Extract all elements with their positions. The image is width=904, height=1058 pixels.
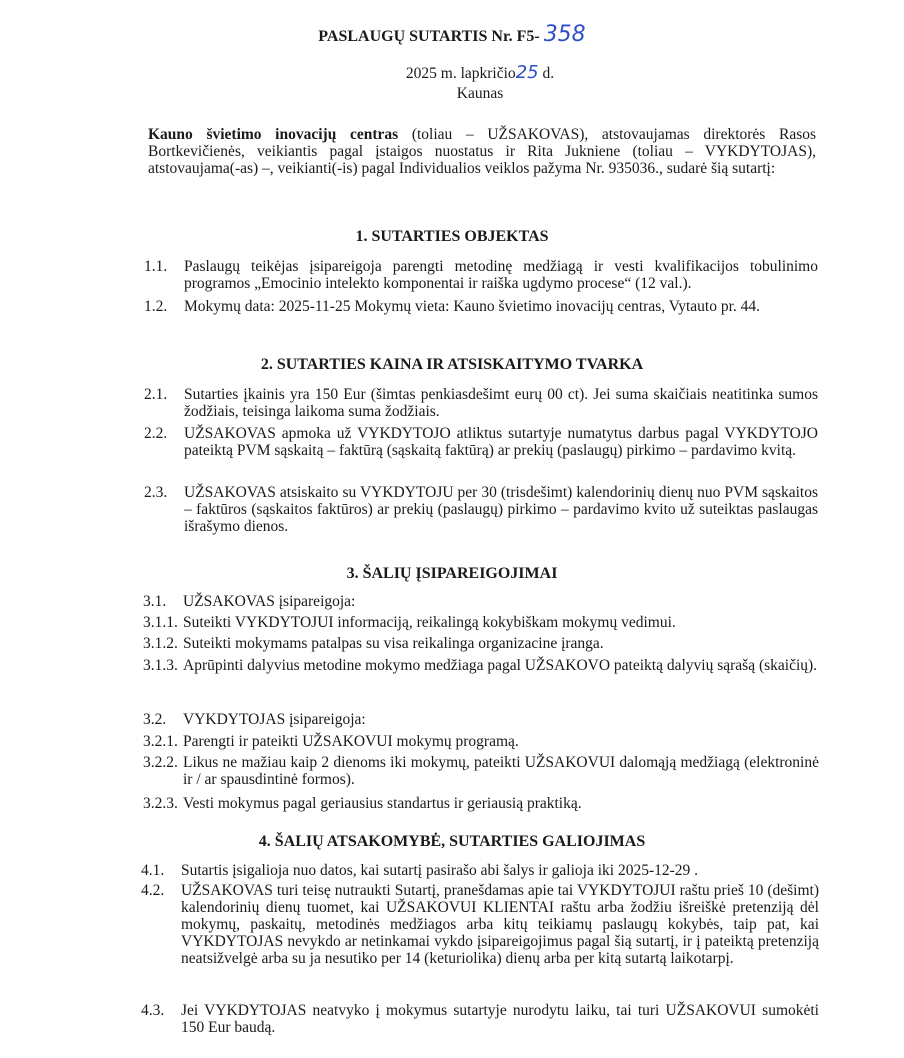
intro-paragraph: [148, 126, 816, 177]
clause-text: Mokymų data: 2025-11-25 Mokymų vieta: Kauno švietimo inovacijų centras, Vytauto pr. 44.: [184, 298, 760, 315]
clause-3-2-1: [143, 733, 819, 750]
clause-1-1: [144, 258, 818, 292]
clause-text: Jei VYKDYTOJAS neatvyko į mokymus sutartyje nurodytu laiku, tai turi UŽSAKOVUI sumokėti 150 Eur baudą.: [181, 1002, 819, 1036]
handwritten-date-day: 25: [515, 62, 539, 83]
section-2-title: 2. SUTARTIES KAINA IR ATSISKAITYMO TVARKA: [260, 356, 644, 373]
party-name: Kauno švietimo inovacijų centras: [148, 126, 399, 143]
clause-text: Sutartis įsigalioja nuo datos, kai sutartį pasirašo abi šalys ir galioja iki 2025-12-29 .: [181, 862, 699, 879]
clause-4-3: [141, 1002, 819, 1036]
clause-3-1-1: [143, 614, 819, 631]
clause-text: Aprūpinti dalyvius metodine mokymo medžiaga pagal UŽSAKOVO pateiktą dalyvių sąrašą (skaičių).: [183, 657, 818, 674]
clause-number: 2.1.: [144, 386, 168, 403]
clause-text: Parengti ir pateikti UŽSAKOVUI mokymų programą.: [183, 733, 519, 750]
clause-number: 1.1.: [144, 258, 168, 275]
clause-2-2: [144, 425, 818, 459]
contract-date: [0, 64, 904, 82]
clause-text: VYKDYTOJAS įsipareigoja:: [183, 711, 366, 728]
clause-2-1: [144, 386, 818, 420]
clause-number: 3.2.: [143, 711, 167, 728]
clause-text: Likus ne mažiau kaip 2 dienoms iki mokymų, pateikti UŽSAKOVUI dalomąją medžiagą (elektroninė ir / ar spausdintinė formos).: [183, 754, 819, 788]
clause-1-2: [144, 298, 818, 315]
clause-number: 3.1.2.: [143, 635, 178, 652]
contract-title: [0, 22, 904, 47]
clause-number: 3.2.3.: [143, 795, 178, 812]
clause-3-2: [143, 711, 819, 728]
clause-3-2-2: [143, 754, 819, 788]
clause-3-2-3: [143, 795, 819, 812]
contract-city: Kaunas: [456, 85, 504, 102]
section-4-title: 4. ŠALIŲ ATSAKOMYBĖ, SUTARTIES GALIOJIMAS: [258, 833, 646, 850]
clause-3-1: [143, 593, 819, 610]
date-prefix: 2025 m. lapkričio: [405, 65, 516, 82]
section-3-title: 3. ŠALIŲ ĮSIPAREIGOJIMAI: [346, 565, 558, 582]
clause-number: 3.2.1.: [143, 733, 178, 750]
clause-text: Vesti mokymus pagal geriausius standartus ir geriausią praktiką.: [183, 795, 582, 812]
clause-number: 2.2.: [144, 425, 168, 442]
handwritten-contract-number: 358: [543, 22, 586, 47]
clause-number: 4.3.: [141, 1002, 165, 1019]
clause-number: 2.3.: [144, 484, 168, 501]
clause-4-1: [141, 862, 819, 879]
clause-number: 3.1.1.: [143, 614, 178, 631]
section-1-title: 1. SUTARTIES OBJEKTAS: [355, 228, 549, 245]
clause-text: Suteikti VYKDYTOJUI informaciją, reikalingą kokybiškam mokymų vedimui.: [183, 614, 676, 631]
clause-3-1-3: [143, 657, 819, 674]
date-suffix: d.: [542, 65, 555, 82]
clause-4-2: [141, 882, 819, 967]
clause-text: Sutarties įkainis yra 150 Eur (šimtas penkiasdešimt eurų 00 ct). Jei suma skaičiais neatitinka sumos žodžiais, teisinga laikoma suma žodžiais.: [184, 386, 818, 420]
clause-number: 4.2.: [141, 882, 165, 899]
clause-number: 1.2.: [144, 298, 168, 315]
clause-text: UŽSAKOVAS apmoka už VYKDYTOJO atliktus sutartyje numatytus darbus pagal VYKDYTOJO pateiktą PVM sąskaitą – faktūrą (sąskaitą faktūrą) ar prekių (paslaugų) pirkimo – pardavimo kvitą.: [184, 425, 818, 459]
clause-number: 4.1.: [141, 862, 165, 879]
clause-number: 3.1.: [143, 593, 167, 610]
clause-text: Paslaugų teikėjas įsipareigoja parengti metodinę medžiagą ir vesti kvalifikacijos tobulinimo programos „Emocinio intelekto komponentai ir raiška ugdymo procese“ (12 val.).: [184, 258, 818, 292]
clause-number: 3.1.3.: [143, 657, 178, 674]
clause-text: UŽSAKOVAS turi teisę nutraukti Sutartį, pranešdamas apie tai VYKDYTOJUI raštu prieš 10 (dešimt) kalendorinių dienų tuomet, kai UŽSAKOVUI KLIENTAI raštu arba žodžiu išreiškė pretenziją dėl mokymų, paskaitų, metodinės medžiagos arba kitų teikiamų paslaugų kokybės, taip pat, kai VYKDYTOJAS nevykdo ar netinkamai vykdo įsipareigojimus pagal šią sutartį, ir į pateiktą pretenziją neatsižvelgė arba su ja nesutiko per 14 (keturiolika) dienų arba per kitą sutartą laikotarpį.: [181, 882, 819, 967]
clause-2-3: [144, 484, 818, 535]
clause-text: UŽSAKOVAS atsiskaito su VYKDYTOJU per 30 (trisdešimt) kalendorinių dienų nuo PVM sąskaitos – faktūros (sąskaitos faktūros) ar prekių (paslaugų) pirkimo – pardavimo kvito už suteiktas paslaugas išrašymo dienos.: [184, 484, 818, 535]
contract-title-text: PASLAUGŲ SUTARTIS Nr. F5-: [318, 28, 540, 45]
intro-text: (toliau – UŽSAKOVAS), atstovaujamas direktorės Rasos Bortkevičienės, veikiantis pagal įstaigos nuostatus ir Rita Jukniene (toliau – VYKDYTOJAS), atstovaujama(-as) –, veikianti(-is) pagal Individualios veiklos pažyma Nr. 935036., sudarė šią sutartį:: [148, 126, 817, 177]
clause-text: Suteikti mokymams patalpas su visa reikalinga organizacine įranga.: [183, 635, 604, 652]
clause-3-1-2: [143, 635, 819, 652]
clause-number: 3.2.2.: [143, 754, 178, 771]
clause-text: UŽSAKOVAS įsipareigoja:: [183, 593, 356, 610]
